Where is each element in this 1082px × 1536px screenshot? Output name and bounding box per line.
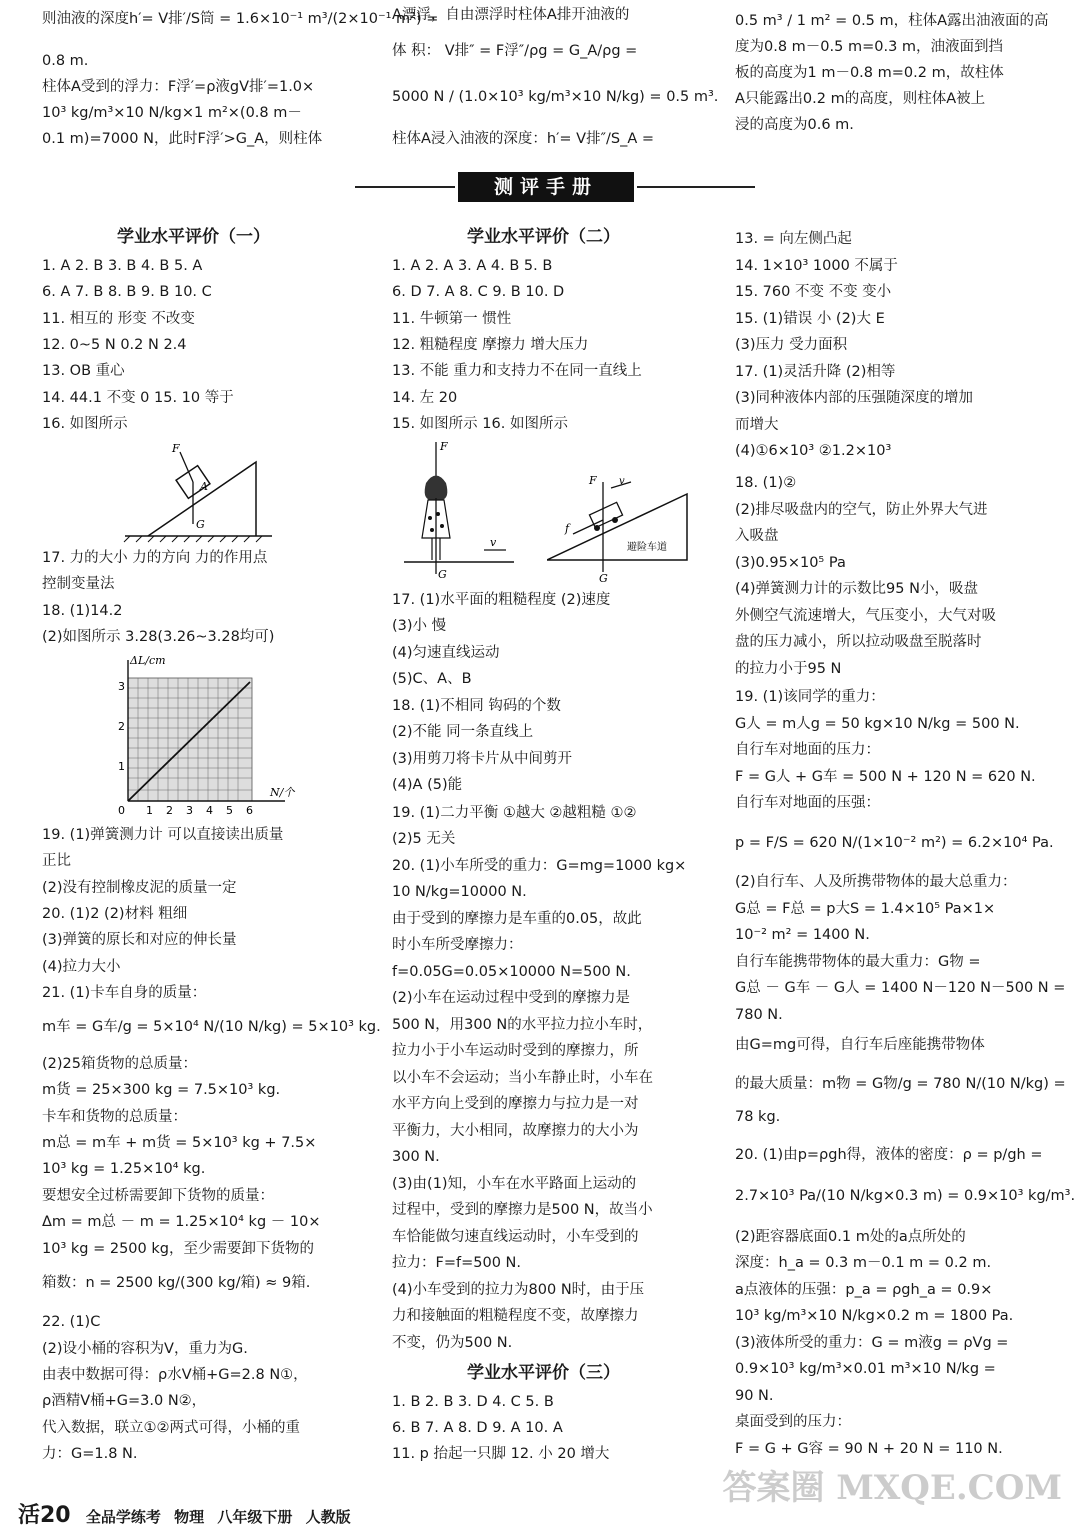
text-line: a点液体的压强：p_a = ρgh_a = 0.9× [735,1282,993,1298]
text-line: 10⁻² m² = 1400 N. [735,927,870,943]
text-line: 车恰能做匀速直线运动时，小车受到的 [392,1229,639,1245]
text-line: 19. (1)该同学的重力： [735,689,885,705]
text-line: 以小车不会运动；当小车静止时，小车在 [392,1070,653,1086]
text-line: (3)弹簧的原长和对应的伸长量 [42,932,237,948]
text-line: F = G人 + G车 = 500 N + 120 N = 620 N. [735,769,1036,785]
svg-text:F: F [589,474,597,487]
text-line: 20. (1)小车所受的重力：G=mg=1000 kg× [392,858,687,874]
text-line: 5000 N / (1.0×10³ kg/m³×10 N/kg) = 0.5 m³. [392,89,719,105]
svg-text:1: 1 [118,760,125,773]
svg-text:F: F [440,440,448,453]
text-line: 11. 相互的 形变 不改变 [42,311,195,327]
text-line: 20. (1)2 (2)材料 粗细 [42,906,188,922]
text-line: (2)没有控制橡皮泥的质量一定 [42,880,237,896]
text-line: 卡车和货物的总质量： [42,1109,187,1125]
section-title: 测评手册 [458,172,634,202]
text-line: A漂浮，自由漂浮时柱体A排开油液的 [392,7,630,23]
ramp-label: 避险车道 [627,542,667,553]
text-line: 1. A 2. B 3. B 4. B 5. A [42,258,203,274]
text-line: 10³ kg/m³×10 N/kg×0.2 m = 1800 Pa. [735,1308,1014,1324]
spring-extension-graph [100,650,310,822]
text-line: 780 N. [735,1007,783,1023]
book-title: 全品学练考 [85,1508,161,1526]
text-line: 11. 牛顿第一 惯性 [392,311,512,327]
text-line: 19. (1)弹簧测力计 可以直接读出质量 [42,827,284,843]
text-line: m货 = 25×300 kg = 7.5×10³ kg. [42,1082,281,1098]
divider [355,186,455,188]
text-line: (3)压力 受力面积 [735,337,848,353]
text-line: 自行车能携带物体的最大重力：G物 = [735,954,981,970]
text-line: 力和接触面的粗糙程度不变，故摩擦力 [392,1308,639,1324]
text-line: 浸的高度为0.6 m. [735,117,854,133]
text-line: 1. B 2. B 3. D 4. C 5. B [392,1394,554,1410]
text-line: 17. (1)水平面的粗糙程度 (2)速度 [392,592,611,608]
text-line: (4)拉力大小 [42,959,121,975]
text-line: A只能露出0.2 m的高度，则柱体A被上 [735,91,986,107]
grade: 八年级下册 [217,1508,293,1526]
text-line: 18. (1)不相同 钩码的个数 [392,698,561,714]
text-line: 时小车所受摩擦力： [392,937,523,953]
text-line: 不变，仍为500 N. [392,1335,513,1351]
svg-text:f: f [565,522,570,535]
graph-y-label: ΔL/cm [130,654,166,667]
svg-text:G: G [196,518,205,531]
text-line: 19. (1)二力平衡 ①越大 ②越粗糙 ①② [392,805,637,821]
text-line: 深度：h_a = 0.3 m－0.1 m = 0.2 m. [735,1255,992,1271]
text-line: 12. 0~5 N 0.2 N 2.4 [42,337,187,353]
text-line: 力：G=1.8 N. [42,1446,138,1462]
svg-text:3: 3 [118,680,125,693]
text-line: 18. (1)14.2 [42,603,123,619]
text-line: 21. (1)卡车自身的质量： [42,985,207,1001]
svg-text:2: 2 [118,720,125,733]
text-line: 13. 不能 重力和支持力不在同一直线上 [392,363,642,379]
text-line: 16. 如图所示 [42,416,128,432]
text-line: 0.8 m. [42,53,89,69]
text-line: 6. B 7. A 8. D 9. A 10. A [392,1420,563,1436]
text-line: 拉力：F=f=500 N. [392,1255,521,1271]
text-line: 1. A 2. A 3. A 4. B 5. B [392,258,553,274]
text-line: 18. (1)② [735,475,797,491]
text-line: 水平方向上受到的摩擦力与拉力是一对 [392,1096,639,1112]
text-line: 由表中数据可得：ρ水V桶+G=2.8 N①， [42,1367,308,1383]
text-line: 10³ kg/m³×10 N/kg×1 m²×(0.8 m－ [42,105,302,121]
text-line: 14. 左 20 [392,390,458,406]
graph-x-label: N/个 [270,786,295,799]
text-line: 300 N. [392,1149,440,1165]
text-line: G总 = F总 = p大S = 1.4×10⁵ Pa×1× [735,901,996,917]
text-line: 自行车对地面的压力： [735,742,880,758]
text-line: ρ酒精V桶+G=3.0 N②， [42,1393,207,1409]
text-line: (2)5 无关 [392,831,456,847]
text-line: 11. p 抬起一只脚 12. 小 20 增大 [392,1446,610,1462]
text-line: 10³ kg = 1.25×10⁴ kg. [42,1161,206,1177]
text-line: 由G=mg可得，自行车后座能携带物体 [735,1037,985,1053]
text-line: 板的高度为1 m－0.8 m=0.2 m，故柱体 [735,65,1004,81]
text-line: 要想安全过桥需要卸下货物的质量： [42,1188,274,1204]
text-line: 由于受到的摩擦力是车重的0.05，故此 [392,911,642,927]
text-line: 则油液的深度h′= V排′/S筒 = 1.6×10⁻¹ m³/(2×10⁻¹ m²) = [42,11,439,27]
text-line: 入吸盘 [735,528,779,544]
text-line: 90 N. [735,1388,774,1404]
svg-text:4: 4 [206,804,213,817]
text-line: f=0.05G=0.05×10000 N=500 N. [392,964,631,980]
text-line: 盘的压力减小，所以拉动吸盘至脱落时 [735,634,982,650]
section-heading: 学业水平评价（二） [467,227,620,247]
text-line: 15. 如图所示 16. 如图所示 [392,416,568,432]
text-line: (3)同种液体内部的压强随深度的增加 [735,390,974,406]
text-line: (2)不能 同一条直线上 [392,724,534,740]
text-line: 15. (1)错误 小 (2)大 E [735,311,885,327]
incline-force-diagram [120,438,320,543]
text-line: 过程中，受到的摩擦力是500 N，故当小 [392,1202,653,1218]
text-line: (3)液体所受的重力：G = m液g = ρVg = [735,1335,1009,1351]
text-line: Δm = m总 － m = 1.25×10⁴ kg － 10× [42,1214,321,1230]
text-line: (3)用剪刀将卡片从中间剪开 [392,751,573,767]
text-line: 12. 粗糙程度 摩擦力 增大压力 [392,337,589,353]
text-line: 13. OB 重心 [42,363,125,379]
text-line: 外侧空气流速增大，气压变小，大气对吸 [735,608,996,624]
text-line: 代入数据，联立①②两式可得，小桶的重 [42,1420,300,1436]
text-line: G人 = m人g = 50 kg×10 N/kg = 500 N. [735,716,1020,732]
text-line: (2)设小桶的容积为V，重力为G. [42,1341,248,1357]
text-line: m总 = m车 + m货 = 5×10³ kg + 7.5× [42,1135,317,1151]
watermark: 答案圈 MXQE.COM [722,1468,1062,1508]
svg-text:2: 2 [166,804,173,817]
text-line: 14. 44.1 不变 0 15. 10 等于 [42,390,234,406]
girl-force-diagram [404,438,524,583]
text-line: (4)A (5)能 [392,777,463,793]
text-line: 78 kg. [735,1109,781,1125]
text-line: 桌面受到的压力： [735,1414,851,1430]
text-line: 22. (1)C [42,1314,101,1330]
text-line: 控制变量法 [42,576,115,592]
section-banner [355,172,755,202]
text-line: p = F/S = 620 N/(1×10⁻² m²) = 6.2×10⁴ Pa. [735,835,1054,851]
text-line: 箱数：n = 2500 kg/(300 kg/箱) ≈ 9箱. [42,1275,311,1291]
text-line: (4)小车受到的拉力为800 N时，由于压 [392,1282,645,1298]
text-line: F = G + G容 = 90 N + 20 N = 110 N. [735,1441,1003,1457]
svg-text:3: 3 [186,804,193,817]
text-line: 0.5 m³ / 1 m² = 0.5 m，柱体A露出油液面的高 [735,13,1049,29]
text-line: 0.1 m)=7000 N，此时F浮′>G_A，则柱体 [42,131,323,147]
text-line: 6. D 7. A 8. C 9. B 10. D [392,284,565,300]
text-line: 10³ kg = 2500 kg，至少需要卸下货物的 [42,1241,314,1257]
svg-text:5: 5 [226,804,233,817]
text-line: 的最大质量：m物 = G物/g = 780 N/(10 N/kg) = [735,1076,1066,1092]
text-line: 正比 [42,853,71,869]
svg-text:6: 6 [246,804,253,817]
text-line: 20. (1)由p=ρgh得，液体的密度：ρ = p/gh = [735,1147,1043,1163]
text-line: G总 － G车 － G人 = 1400 N－120 N－500 N = [735,980,1066,996]
text-line: (3)0.95×10⁵ Pa [735,555,846,571]
text-line: (5)C、A、B [392,671,472,687]
text-line: 的拉力小于95 N [735,661,842,677]
page-number: 活20 [18,1503,71,1528]
ramp-force-diagram [547,472,707,584]
text-line: (2)25箱货物的总质量： [42,1056,197,1072]
text-line: (2)距容器底面0.1 m处的a点所处的 [735,1229,966,1245]
edition: 人教版 [305,1508,351,1526]
text-line: 10 N/kg=10000 N. [392,884,527,900]
text-line: 体 积： V排″ = F浮″/ρg = G_A/ρg = [392,43,638,59]
text-line: 柱体A受到的浮力：F浮′=ρ液gV排′=1.0× [42,79,315,95]
text-line: (4)①6×10³ ②1.2×10³ [735,443,892,459]
text-line: (4)匀速直线运动 [392,645,500,661]
text-line: 13. = 向左侧凸起 [735,231,852,247]
text-line: (3)小 慢 [392,618,447,634]
section-heading: 学业水平评价（三） [467,1363,620,1383]
text-line: (2)如图所示 3.28(3.26~3.28均可) [42,629,275,645]
text-line: 柱体A浸入油液的深度：h′= V排″/S_A = [392,131,655,147]
text-line: 6. A 7. B 8. B 9. B 10. C [42,284,212,300]
text-line: (4)弹簧测力计的示数比95 N小，吸盘 [735,581,978,597]
svg-text:G: G [599,572,608,584]
text-line: 0.9×10³ kg/m³×0.01 m³×10 N/kg = [735,1361,996,1377]
text-line: 14. 1×10³ 1000 不属于 [735,258,898,274]
text-line: (2)排尽吸盘内的空气，防止外界大气进 [735,502,988,518]
text-line: 15. 760 不变 不变 变小 [735,284,892,300]
text-line: 17. 力的大小 力的方向 力的作用点 [42,550,268,566]
text-line: m车 = G车/g = 5×10⁴ N/(10 N/kg) = 5×10³ kg. [42,1019,381,1035]
text-line: (2)小车在运动过程中受到的摩擦力是 [392,990,631,1006]
text-line: 平衡力，大小相同，故摩擦力的大小为 [392,1123,639,1139]
svg-text:v: v [619,476,625,487]
text-line: 17. (1)灵活升降 (2)相等 [735,364,896,380]
divider [637,186,755,188]
svg-text:F: F [172,442,180,455]
text-line: 自行车对地面的压强： [735,795,880,811]
svg-text:A: A [200,480,208,493]
svg-text:1: 1 [146,804,153,817]
section-heading: 学业水平评价（一） [117,227,270,247]
text-line: 拉力小于小车运动时受到的摩擦力，所 [392,1043,639,1059]
svg-text:v: v [490,536,497,549]
svg-text:0: 0 [118,804,125,817]
text-line: 度为0.8 m－0.5 m=0.3 m，油液面到挡 [735,39,1004,55]
subject: 物理 [174,1508,205,1526]
text-line: 500 N，用300 N的水平拉力拉小车时， [392,1017,653,1033]
page-footer [18,1498,359,1529]
text-line: 而增大 [735,417,779,433]
text-line: (2)自行车、人及所携带物体的最大总重力： [735,874,1017,890]
svg-text:G: G [438,568,447,581]
text-line: (3)由(1)知，小车在水平路面上运动的 [392,1176,637,1192]
text-line: 2.7×10³ Pa/(10 N/kg×0.3 m) = 0.9×10³ kg/m³. [735,1188,1076,1204]
